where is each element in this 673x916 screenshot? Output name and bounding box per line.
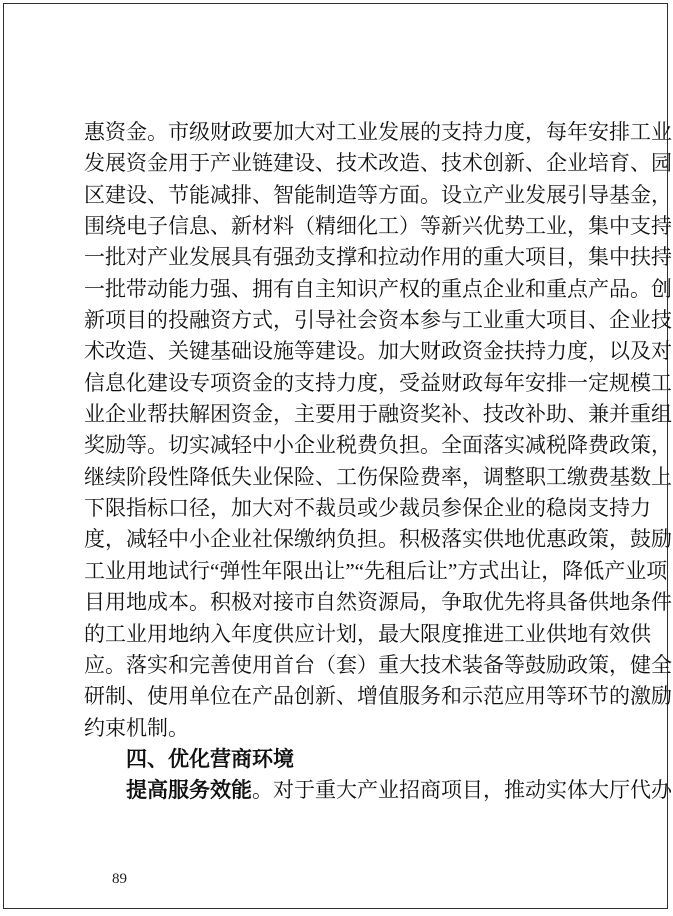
body-line: 奖励等。切实减轻中小企业税费负担。全面落实减税降费政策， <box>84 433 672 458</box>
body-line: 新项目的投融资方式，引导社会资本参与工业重大项目、企业技 <box>84 308 672 333</box>
body-line: 一批对产业发展具有强劲支撑和拉动作用的重大项目，集中扶持 <box>84 245 672 270</box>
body-line: 惠资金。市级财政要加大对工业发展的支持力度，每年安排工业 <box>84 120 672 144</box>
body-line: 一批带动能力强、拥有自主知识产权的重点企业和重点产品。创 <box>84 276 672 301</box>
body-line: 信息化建设专项资金的支持力度，受益财政每年安排一定规模工 <box>84 370 672 395</box>
paragraph-text: 。对于重大产业招商项目，推动实体大厅代办 <box>252 778 672 803</box>
body-line: 区建设、节能减排、智能制造等方面。设立产业发展引导基金， <box>84 182 672 207</box>
body-line: 术改造、关键基础设施等建设。加大财政资金扶持力度，以及对 <box>84 339 672 364</box>
paragraph-lead: 提高服务效能 <box>126 778 252 803</box>
body-line: 下限指标口径，加大对不裁员或少裁员参保企业的稳岗支持力 <box>84 496 651 521</box>
body-line: 工业用地试行“弹性年限出让”“先租后让”方式出让，降低产业项 <box>84 558 668 583</box>
body-line: 约束机制。 <box>84 715 189 740</box>
body-line: 研制、使用单位在产品创新、增值服务和示范应用等环节的激励 <box>84 684 672 709</box>
body-line: 目用地成本。积极对接市自然资源局，争取优先将具备供地条件 <box>84 590 672 615</box>
body-line: 的工业用地纳入年度供应计划，最大限度推进工业供地有效供 <box>84 621 651 646</box>
body-line: 应。落实和完善使用首台（套）重大技术装备等鼓励政策，健全 <box>84 652 672 677</box>
paragraph-first-line <box>84 775 672 806</box>
page-number: 89 <box>112 871 127 887</box>
body-line: 发展资金用于产业链建设、技术改造、技术创新、企业培育、园 <box>84 151 672 176</box>
body-line: 业企业帮扶解困资金，主要用于融资奖补、技改补助、兼并重组 <box>84 402 672 427</box>
body-line: 围绕电子信息、新材料（精细化工）等新兴优势工业，集中支持 <box>84 214 672 239</box>
section-heading: 四、优化营商环境 <box>126 746 294 771</box>
text-body <box>84 117 672 807</box>
body-line: 继续阶段性降低失业保险、工伤保险费率，调整职工缴费基数上 <box>84 464 672 489</box>
body-line: 度，减轻中小企业社保缴纳负担。积极落实供地优惠政策，鼓励 <box>84 527 672 552</box>
